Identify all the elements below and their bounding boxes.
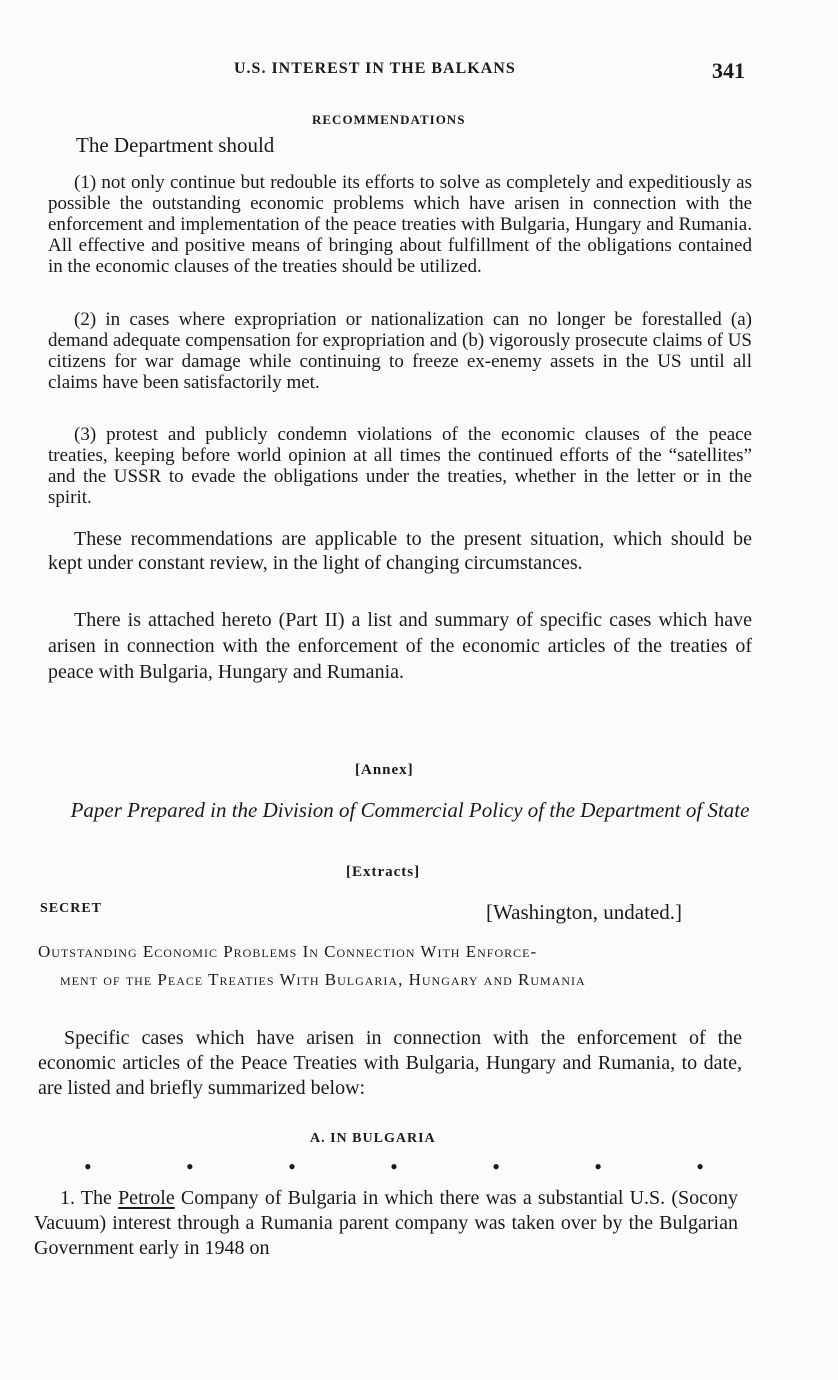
- omission-dot: •: [696, 1154, 704, 1179]
- omission-dot: •: [390, 1154, 398, 1179]
- section-heading-bulgaria: A. IN BULGARIA: [310, 1131, 436, 1146]
- page-number: 341: [712, 58, 745, 83]
- case-1-text: Company of Bulgaria in which there was a substantial U.S. (Socony Vacuum) interest through a Rumania parent company was taken over by the Bulgarian Government early in 1948 on: [34, 1187, 738, 1259]
- recommendation-item-3: (3) protest and publicly condemn violations of the economic clauses of the peace treaties, keeping before world opinion at all times the continued efforts of the “satellites” and the USSR to evade the obligations under the treaties, whether in the letter or in the spirit.: [48, 424, 752, 508]
- omission-dot: •: [594, 1154, 602, 1179]
- recommendation-item-2: (2) in cases where expropriation or nationalization can no longer be forestalled (a) demand adequate compensation for expropriation and (b) vigorously prosecute claims of US citizens for war damage while continuing to freeze ex-enemy assets in the US until all claims have been satisfactorily met.: [48, 309, 752, 393]
- dateline: [Washington, undated.]: [486, 900, 683, 924]
- recommendation-item-1: (1) not only continue but redouble its efforts to solve as completely and expeditiously as possible the outstanding economic problems which have arisen in connection with the enforcement and implementation of the peace treaties with Bulgaria, Hungary and Rumania. All effective and positive means of bringing about fulfillment of the obligations contained in the economic clauses of the treaties should be utilized.: [48, 172, 752, 277]
- closing-paragraph-2: There is attached hereto (Part II) a list and summary of specific cases which have arisen in connection with the enforcement of the economic articles of the treaties of peace with Bulgaria, Hungary and Rumania.: [48, 609, 752, 683]
- annex-intro-paragraph: Specific cases which have arisen in connection with the enforcement of the economic articles of the Peace Treaties with Bulgaria, Hungary and Rumania, to date, are listed and briefly summarized below:: [38, 1027, 742, 1099]
- case-1-prefix: 1. The: [60, 1187, 119, 1209]
- omission-dot: •: [84, 1154, 92, 1179]
- recommendations-heading: RECOMMENDATIONS: [312, 112, 466, 127]
- omission-marks: [84, 1154, 704, 1180]
- annex-label: [Annex]: [355, 762, 414, 778]
- classification-label: SECRET: [40, 901, 103, 916]
- case-1-paragraph: [34, 1186, 738, 1261]
- extracts-label: [Extracts]: [346, 864, 421, 880]
- omission-dot: •: [492, 1154, 500, 1179]
- omission-dot: •: [288, 1154, 296, 1179]
- case-1-company: Petrole: [118, 1187, 175, 1209]
- annex-section-title: [38, 938, 742, 994]
- recommendations-intro: The Department should: [76, 133, 275, 157]
- omission-dot: •: [186, 1154, 194, 1179]
- annex-title: Paper Prepared in the Division of Commercial Policy of the Department of State: [70, 798, 750, 822]
- closing-paragraph-1: These recommendations are applicable to the present situation, which should be kept under constant review, in the light of changing circumstances.: [48, 528, 752, 574]
- annex-section-title-line2: ment of the Peace Treaties With Bulgaria, Hungary and Rumania: [60, 970, 586, 989]
- annex-section-title-line1: Outstanding Economic Problems In Connection With Enforce-: [38, 942, 538, 961]
- running-head: U.S. INTEREST IN THE BALKANS: [234, 60, 516, 77]
